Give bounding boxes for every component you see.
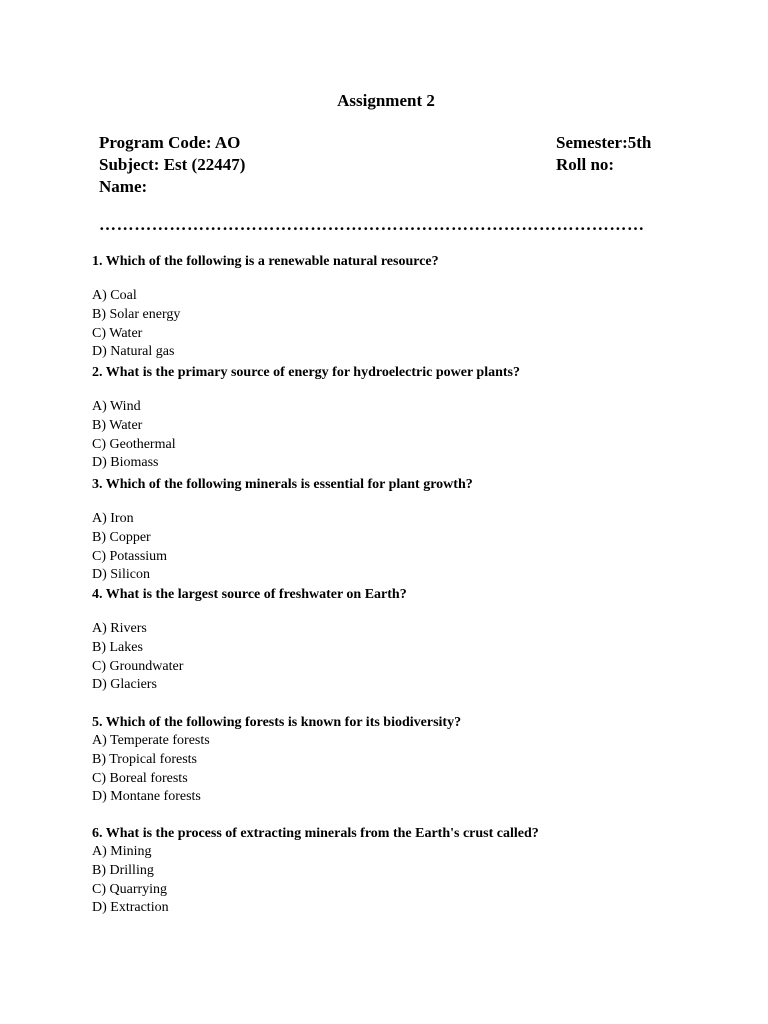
question-text: 6. What is the process of extracting minerals from the Earth's crust called?: [92, 826, 539, 841]
question-1: [92, 253, 439, 362]
header-right: [556, 132, 651, 176]
question-3: [92, 476, 473, 585]
option-a: A) Iron: [92, 511, 134, 526]
option-b: B) Solar energy: [92, 306, 181, 322]
question-4: [92, 586, 407, 695]
option-c: C) Quarrying: [92, 881, 168, 897]
dotted-separator: …………………………………………………………………………………: [99, 215, 645, 234]
question-2: [92, 364, 520, 473]
option-c: C) Boreal forests: [92, 770, 188, 786]
option-d: D) Extraction: [92, 900, 169, 916]
page-title: Assignment 2: [337, 91, 435, 110]
subject: Subject: Est (22447): [99, 155, 246, 174]
question-6: [92, 825, 539, 918]
options-list: [92, 510, 473, 585]
option-b: B) Drilling: [92, 862, 154, 878]
question-text: 3. Which of the following minerals is essential for plant growth?: [92, 477, 473, 492]
option-b: B) Tropical forests: [92, 751, 197, 767]
option-a: A) Mining: [92, 844, 152, 859]
question-text: 4. What is the largest source of freshwater on Earth?: [92, 587, 407, 602]
option-c: C) Groundwater: [92, 658, 184, 674]
options-list: [92, 732, 461, 807]
option-d: D) Montane forests: [92, 789, 201, 805]
option-c: C) Water: [92, 325, 143, 341]
question-text: 5. Which of the following forests is known for its biodiversity?: [92, 715, 462, 730]
student-name-label: Name:: [99, 177, 148, 196]
option-d: D) Glaciers: [92, 677, 157, 693]
option-d: D) Natural gas: [92, 344, 175, 360]
options-list: [92, 843, 539, 918]
option-d: D) Silicon: [92, 567, 150, 583]
options-list: [92, 398, 520, 473]
question-text: 1. Which of the following is a renewable natural resource?: [92, 254, 439, 269]
option-a: A) Coal: [92, 288, 137, 303]
option-c: C) Potassium: [92, 548, 168, 564]
semester: Semester:5th: [556, 133, 652, 152]
roll-no-label: Roll no:: [556, 155, 615, 174]
option-b: B) Water: [92, 417, 143, 433]
option-d: D) Biomass: [92, 455, 159, 471]
program-code: Program Code: AO: [99, 133, 241, 152]
option-b: B) Lakes: [92, 639, 143, 655]
option-c: C) Geothermal: [92, 436, 176, 452]
option-a: A) Rivers: [92, 621, 147, 636]
option-b: B) Copper: [92, 529, 151, 545]
question-5: [92, 714, 461, 807]
header-left: [99, 132, 245, 198]
question-text: 2. What is the primary source of energy for hydroelectric power plants?: [92, 365, 520, 380]
option-a: A) Temperate forests: [92, 733, 210, 748]
options-list: [92, 287, 439, 362]
options-list: [92, 620, 407, 695]
option-a: A) Wind: [92, 399, 141, 414]
